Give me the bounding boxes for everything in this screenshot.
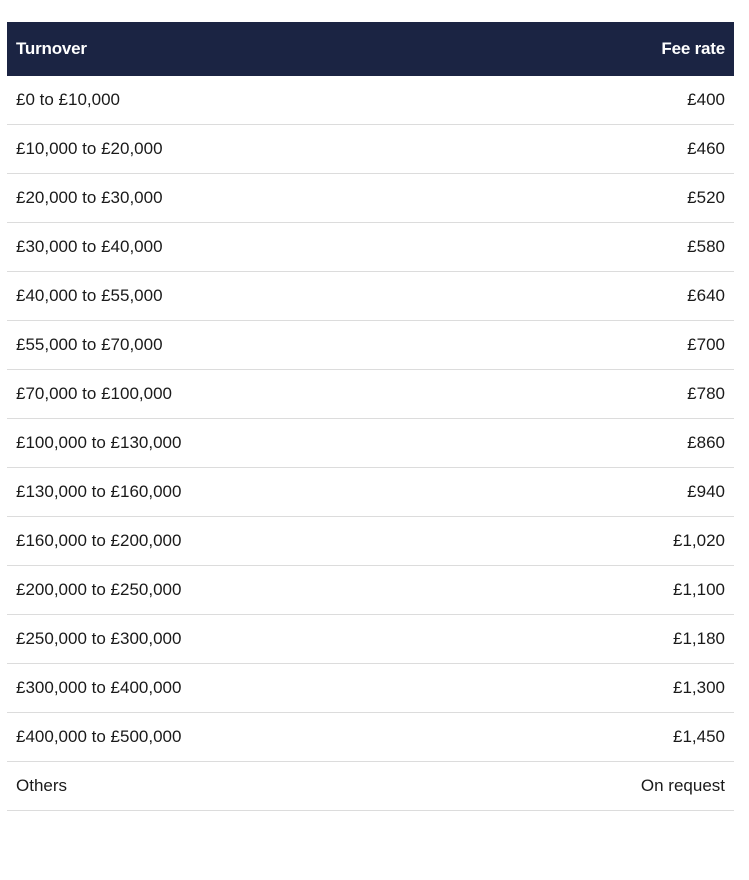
turnover-cell: £160,000 to £200,000 [7,517,371,566]
table-row [7,419,734,468]
table-row [7,615,734,664]
header-fee-rate: Fee rate [661,39,725,58]
table-body [7,76,734,811]
fee-cell: £700 [371,321,735,370]
table-row [7,125,734,174]
table-row [7,321,734,370]
turnover-cell: £70,000 to £100,000 [7,370,371,419]
fee-cell: £1,180 [371,615,735,664]
turnover-cell: £100,000 to £130,000 [7,419,371,468]
table-row [7,272,734,321]
turnover-cell: £130,000 to £160,000 [7,468,371,517]
fee-cell: £1,020 [371,517,735,566]
table-row [7,174,734,223]
table-header [7,22,734,76]
table-row [7,566,734,615]
header-row [7,22,734,76]
turnover-cell: £30,000 to £40,000 [7,223,371,272]
fee-cell: £520 [371,174,735,223]
turnover-cell: £300,000 to £400,000 [7,664,371,713]
fee-cell: £460 [371,125,735,174]
fee-cell: On request [371,762,735,811]
turnover-cell: £10,000 to £20,000 [7,125,371,174]
turnover-cell: £250,000 to £300,000 [7,615,371,664]
fee-cell: £1,450 [371,713,735,762]
turnover-cell: £40,000 to £55,000 [7,272,371,321]
turnover-cell: Others [7,762,371,811]
fee-cell: £940 [371,468,735,517]
table-row [7,762,734,811]
turnover-cell: £200,000 to £250,000 [7,566,371,615]
fee-cell: £860 [371,419,735,468]
fee-cell: £1,300 [371,664,735,713]
table-row [7,76,734,125]
turnover-cell: £400,000 to £500,000 [7,713,371,762]
fee-cell: £580 [371,223,735,272]
fee-cell: £780 [371,370,735,419]
table-row [7,517,734,566]
table-row [7,713,734,762]
table-row [7,223,734,272]
fee-cell: £640 [371,272,735,321]
fee-table [7,22,734,811]
table-row [7,468,734,517]
header-turnover: Turnover [16,39,87,58]
turnover-cell: £0 to £10,000 [7,76,371,125]
table-row [7,370,734,419]
turnover-cell: £55,000 to £70,000 [7,321,371,370]
turnover-cell: £20,000 to £30,000 [7,174,371,223]
fee-cell: £1,100 [371,566,735,615]
fee-table-container [7,22,734,811]
fee-cell: £400 [371,76,735,125]
table-row [7,664,734,713]
